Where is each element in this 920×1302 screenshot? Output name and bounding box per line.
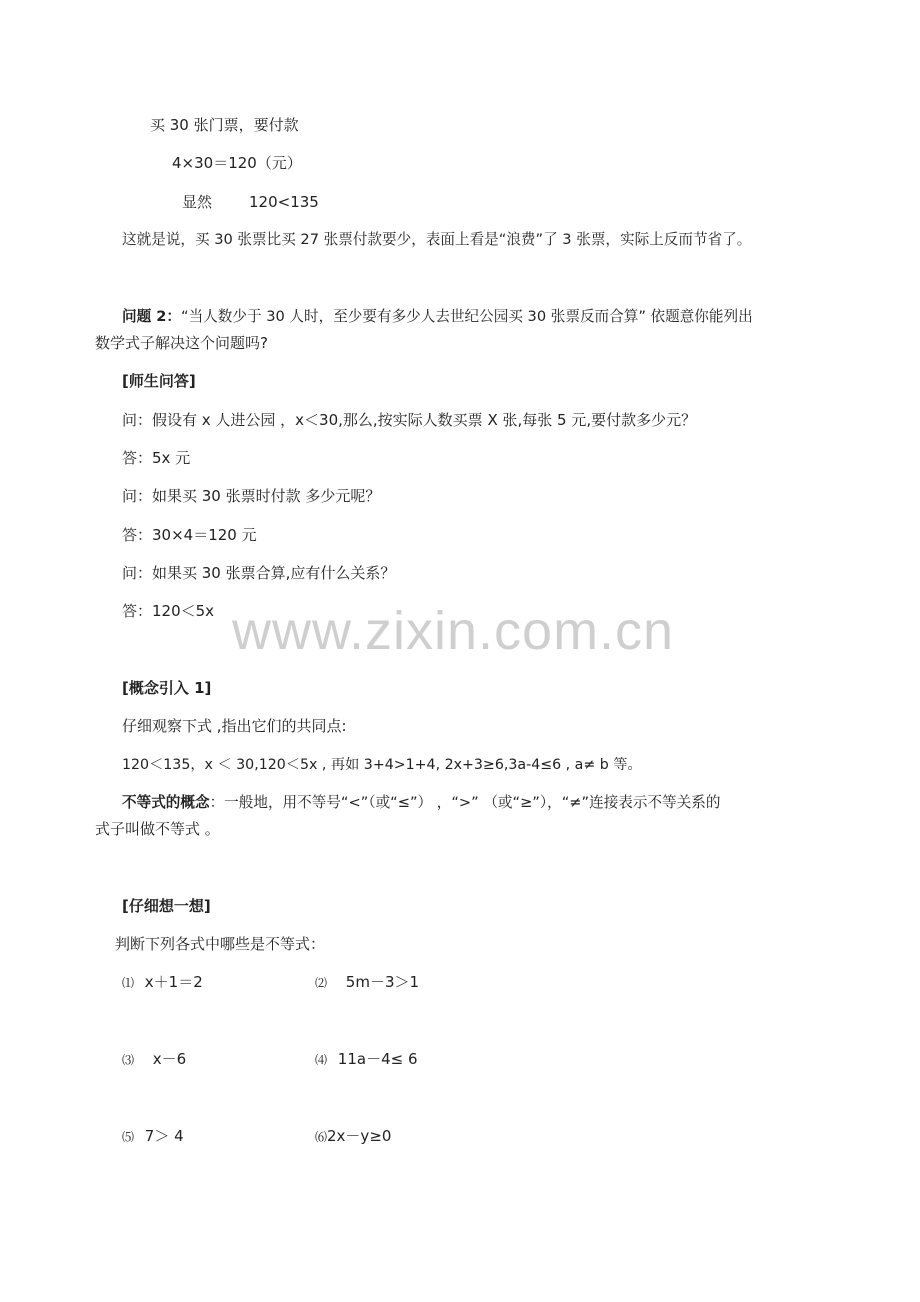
qa-answer-2: 答：30×4＝120 元 — [122, 526, 257, 544]
exercise-item-expr: 2x－y≥0 — [327, 1127, 392, 1145]
exercise-item-expr: 11a－4≤ 6 — [337, 1050, 418, 1068]
exercise-item-expr: x－6 — [152, 1050, 187, 1068]
exercise-item-number: ⑶ — [122, 1053, 135, 1067]
text-line-calc: 4×30＝120（元） — [172, 154, 302, 172]
section-heading-qa: [师生问答] — [122, 372, 196, 390]
text-line-compare: 120<135 — [249, 193, 319, 211]
definition-text: ：一般地，用不等号“<”（或“≤”） ，“>” （或“≥”），“≠”连接表示不等关系的 — [209, 794, 721, 811]
question-2-label: 问题 2： — [122, 308, 182, 325]
exercise-item-expr: 5m－3＞1 — [345, 973, 420, 991]
exercise-item-4 — [315, 1049, 418, 1070]
exercise-item-number: ⑷ — [315, 1053, 328, 1067]
question-2-text: “当人数少于 30 人时，至少要有多少人去世纪公园买 30 张票反而合算” 依题意你能列出 — [181, 308, 753, 325]
qa-answer-3: 答：120＜5x — [122, 602, 215, 620]
text-line-buy-30: 买 30 张门票，要付款 — [150, 116, 299, 134]
exercise-item-1 — [122, 972, 203, 993]
concept-examples: 120＜135，x ＜ 30,120＜5x , 再如 3+4>1+4, 2x+3≥6,3a-4≤6 , a≠ b 等。 — [122, 757, 642, 773]
exercise-item-number: ⑵ — [315, 976, 328, 990]
qa-answer-1: 答：5x 元 — [122, 449, 191, 467]
exercise-item-expr: 7＞ 4 — [144, 1127, 184, 1145]
qa-question-2: 问：如果买 30 张票时付款 多少元呢？ — [122, 487, 381, 505]
exercise-item-5 — [122, 1126, 184, 1147]
question-2-line2: 数学式子解决这个问题吗? — [95, 334, 268, 352]
section-heading-think: [仔细想一想] — [122, 897, 211, 915]
definition-label: 不等式的概念 — [122, 794, 210, 811]
qa-question-1: 问：假设有 x 人进公园 ，x＜30,那么,按实际人数买票 X 张,每张 5 元,要付款多少元？ — [122, 411, 697, 429]
exercise-item-number: ⑸ — [122, 1130, 135, 1144]
exercise-item-number: ⑹ — [315, 1130, 328, 1144]
question-2 — [122, 307, 753, 327]
exercise-item-2 — [315, 972, 419, 993]
judge-instruction: 判断下列各式中哪些是不等式： — [115, 935, 326, 953]
section-heading-concept: [概念引入 1] — [122, 679, 212, 697]
definition — [122, 793, 720, 813]
text-line-obviously: 显然 — [182, 193, 213, 211]
exercise-item-3 — [122, 1049, 186, 1070]
watermark: www.zixin.com.cn — [232, 601, 675, 661]
exercise-item-expr: x＋1＝2 — [144, 973, 203, 991]
exercise-item-number: ⑴ — [122, 976, 135, 990]
definition-line2: 式子叫做不等式 。 — [95, 820, 220, 838]
text-line-conclusion: 这就是说，买 30 张票比买 27 张票付款要少，表面上看是“浪费”了 3 张票，实际上反而节省了。 — [122, 231, 752, 248]
exercise-item-6 — [315, 1126, 391, 1147]
qa-question-3: 问：如果买 30 张票合算,应有什么关系？ — [122, 564, 396, 582]
concept-observe: 仔细观察下式 ,指出它们的共同点: — [122, 717, 347, 735]
